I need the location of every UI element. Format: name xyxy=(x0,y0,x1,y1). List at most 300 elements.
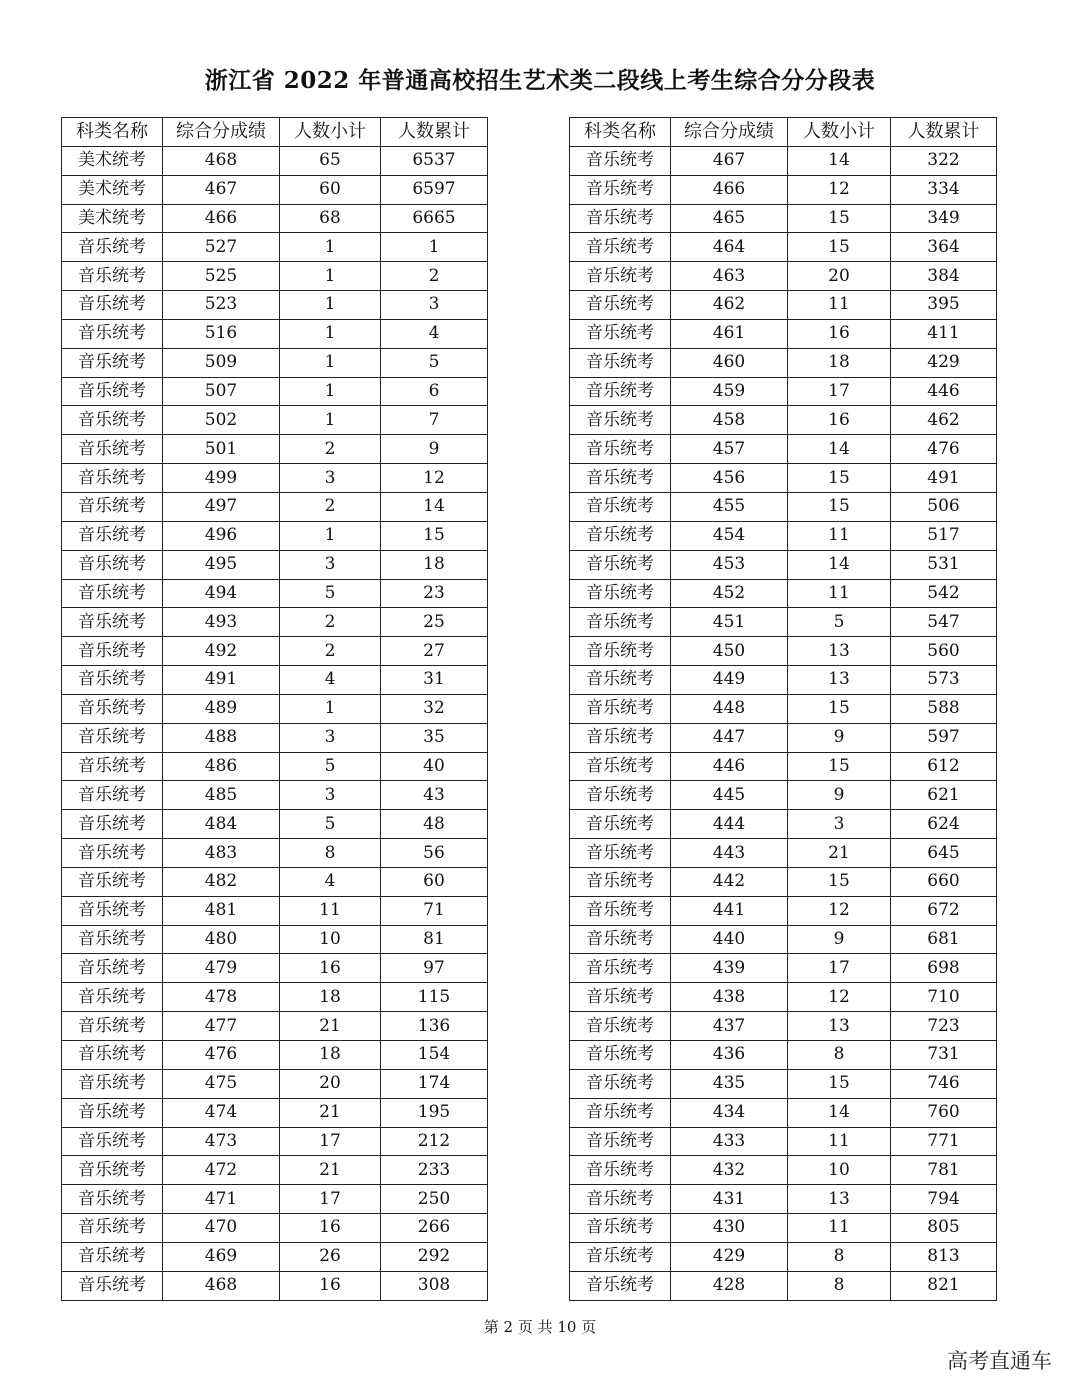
subject-cell: 音乐统考 xyxy=(62,839,163,868)
count-cell: 21 xyxy=(280,1012,381,1041)
cumulative-cell: 6 xyxy=(381,377,488,406)
score-cell: 499 xyxy=(163,464,280,493)
score-cell: 460 xyxy=(671,348,788,377)
score-cell: 479 xyxy=(163,954,280,983)
count-cell: 26 xyxy=(280,1242,381,1271)
score-cell: 483 xyxy=(163,839,280,868)
cumulative-cell: 154 xyxy=(381,1041,488,1070)
score-cell: 461 xyxy=(671,319,788,348)
count-cell: 11 xyxy=(788,1127,891,1156)
count-cell: 1 xyxy=(280,262,381,291)
subject-cell: 音乐统考 xyxy=(62,983,163,1012)
subject-cell: 音乐统考 xyxy=(570,723,671,752)
count-cell: 12 xyxy=(788,175,891,204)
cumulative-cell: 446 xyxy=(891,377,997,406)
score-cell: 527 xyxy=(163,233,280,262)
subject-cell: 音乐统考 xyxy=(62,1127,163,1156)
subject-cell: 音乐统考 xyxy=(570,291,671,320)
score-cell: 486 xyxy=(163,752,280,781)
table-row xyxy=(62,492,488,521)
score-cell: 448 xyxy=(671,694,788,723)
score-cell: 469 xyxy=(163,1242,280,1271)
count-cell: 1 xyxy=(280,291,381,320)
count-cell: 68 xyxy=(280,204,381,233)
cumulative-cell: 723 xyxy=(891,1012,997,1041)
score-cell: 467 xyxy=(671,146,788,175)
count-cell: 9 xyxy=(788,723,891,752)
subject-cell: 音乐统考 xyxy=(62,637,163,666)
cumulative-cell: 384 xyxy=(891,262,997,291)
count-cell: 16 xyxy=(280,1214,381,1243)
count-cell: 1 xyxy=(280,319,381,348)
cumulative-cell: 9 xyxy=(381,435,488,464)
table-row xyxy=(570,1156,997,1185)
score-cell: 443 xyxy=(671,839,788,868)
count-cell: 4 xyxy=(280,666,381,695)
count-cell: 1 xyxy=(280,233,381,262)
score-cell: 442 xyxy=(671,867,788,896)
page-title: 浙江省 2022 年普通高校招生艺术类二段线上考生综合分分段表 xyxy=(204,67,876,94)
cumulative-cell: 212 xyxy=(381,1127,488,1156)
cumulative-cell: 821 xyxy=(891,1271,997,1300)
table-row xyxy=(570,810,997,839)
cumulative-cell: 6665 xyxy=(381,204,488,233)
score-cell: 525 xyxy=(163,262,280,291)
score-cell: 468 xyxy=(163,146,280,175)
score-cell: 474 xyxy=(163,1098,280,1127)
count-cell: 13 xyxy=(788,666,891,695)
count-cell: 2 xyxy=(280,492,381,521)
score-cell: 480 xyxy=(163,925,280,954)
score-cell: 459 xyxy=(671,377,788,406)
column-header: 科类名称 xyxy=(570,118,671,147)
subject-cell: 音乐统考 xyxy=(570,694,671,723)
table-row xyxy=(570,1069,997,1098)
table-row xyxy=(570,492,997,521)
score-cell: 468 xyxy=(163,1271,280,1300)
count-cell: 17 xyxy=(280,1127,381,1156)
table-row xyxy=(570,175,997,204)
table-row xyxy=(62,723,488,752)
subject-cell: 音乐统考 xyxy=(570,608,671,637)
score-cell: 472 xyxy=(163,1156,280,1185)
subject-cell: 音乐统考 xyxy=(570,348,671,377)
score-cell: 516 xyxy=(163,319,280,348)
cumulative-cell: 18 xyxy=(381,550,488,579)
subject-cell: 音乐统考 xyxy=(62,1185,163,1214)
table-row xyxy=(62,839,488,868)
cumulative-cell: 4 xyxy=(381,319,488,348)
table-row xyxy=(62,406,488,435)
cumulative-cell: 334 xyxy=(891,175,997,204)
score-cell: 509 xyxy=(163,348,280,377)
column-header: 科类名称 xyxy=(62,118,163,147)
subject-cell: 音乐统考 xyxy=(62,867,163,896)
count-cell: 2 xyxy=(280,637,381,666)
table-row xyxy=(570,1185,997,1214)
table-row xyxy=(570,377,997,406)
table-row xyxy=(62,435,488,464)
cumulative-cell: 31 xyxy=(381,666,488,695)
subject-cell: 音乐统考 xyxy=(62,608,163,637)
count-cell: 10 xyxy=(280,925,381,954)
subject-cell: 音乐统考 xyxy=(570,1127,671,1156)
table-row xyxy=(62,637,488,666)
watermark: 高考直通车 xyxy=(947,1349,1052,1373)
subject-cell: 音乐统考 xyxy=(570,1214,671,1243)
table-row xyxy=(62,1156,488,1185)
count-cell: 17 xyxy=(280,1185,381,1214)
subject-cell: 音乐统考 xyxy=(570,1271,671,1300)
count-cell: 14 xyxy=(788,1098,891,1127)
score-cell: 445 xyxy=(671,781,788,810)
table-row xyxy=(570,521,997,550)
score-cell: 435 xyxy=(671,1069,788,1098)
table-row xyxy=(62,1041,488,1070)
count-cell: 21 xyxy=(280,1156,381,1185)
subject-cell: 音乐统考 xyxy=(62,666,163,695)
table-row xyxy=(62,464,488,493)
cumulative-cell: 308 xyxy=(381,1271,488,1300)
cumulative-cell: 624 xyxy=(891,810,997,839)
count-cell: 2 xyxy=(280,608,381,637)
count-cell: 2 xyxy=(280,435,381,464)
count-cell: 4 xyxy=(280,867,381,896)
score-cell: 471 xyxy=(163,1185,280,1214)
count-cell: 15 xyxy=(788,1069,891,1098)
table-row xyxy=(62,1069,488,1098)
cumulative-cell: 612 xyxy=(891,752,997,781)
cumulative-cell: 35 xyxy=(381,723,488,752)
cumulative-cell: 462 xyxy=(891,406,997,435)
score-cell: 473 xyxy=(163,1127,280,1156)
column-header: 人数小计 xyxy=(280,118,381,147)
cumulative-cell: 710 xyxy=(891,983,997,1012)
subject-cell: 音乐统考 xyxy=(570,925,671,954)
cumulative-cell: 681 xyxy=(891,925,997,954)
subject-cell: 音乐统考 xyxy=(62,810,163,839)
table-row xyxy=(570,896,997,925)
table-row xyxy=(62,896,488,925)
score-cell: 466 xyxy=(671,175,788,204)
subject-cell: 音乐统考 xyxy=(570,175,671,204)
subject-cell: 音乐统考 xyxy=(62,896,163,925)
subject-cell: 音乐统考 xyxy=(62,781,163,810)
table-row xyxy=(62,781,488,810)
cumulative-cell: 476 xyxy=(891,435,997,464)
subject-cell: 音乐统考 xyxy=(62,233,163,262)
subject-cell: 音乐统考 xyxy=(62,291,163,320)
table-row xyxy=(570,435,997,464)
count-cell: 8 xyxy=(788,1041,891,1070)
subject-cell: 音乐统考 xyxy=(62,319,163,348)
subject-cell: 音乐统考 xyxy=(62,406,163,435)
cumulative-cell: 781 xyxy=(891,1156,997,1185)
count-cell: 16 xyxy=(788,406,891,435)
cumulative-cell: 56 xyxy=(381,839,488,868)
cumulative-cell: 5 xyxy=(381,348,488,377)
table-row xyxy=(570,666,997,695)
score-cell: 428 xyxy=(671,1271,788,1300)
cumulative-cell: 81 xyxy=(381,925,488,954)
table-row xyxy=(62,175,488,204)
subject-cell: 音乐统考 xyxy=(62,723,163,752)
subject-cell: 音乐统考 xyxy=(62,262,163,291)
subject-cell: 音乐统考 xyxy=(62,377,163,406)
cumulative-cell: 813 xyxy=(891,1242,997,1271)
count-cell: 11 xyxy=(788,291,891,320)
cumulative-cell: 266 xyxy=(381,1214,488,1243)
subject-cell: 音乐统考 xyxy=(62,694,163,723)
subject-cell: 音乐统考 xyxy=(62,752,163,781)
score-cell: 497 xyxy=(163,492,280,521)
table-row xyxy=(570,723,997,752)
table-row xyxy=(570,1127,997,1156)
table-row xyxy=(570,1098,997,1127)
cumulative-cell: 2 xyxy=(381,262,488,291)
count-cell: 18 xyxy=(280,983,381,1012)
cumulative-cell: 491 xyxy=(891,464,997,493)
table-row xyxy=(570,550,997,579)
score-cell: 485 xyxy=(163,781,280,810)
score-cell: 439 xyxy=(671,954,788,983)
table-row xyxy=(570,233,997,262)
subject-cell: 音乐统考 xyxy=(570,1185,671,1214)
score-cell: 454 xyxy=(671,521,788,550)
count-cell: 1 xyxy=(280,406,381,435)
table-row xyxy=(570,1271,997,1300)
subject-cell: 音乐统考 xyxy=(570,1069,671,1098)
table-row xyxy=(62,1012,488,1041)
count-cell: 8 xyxy=(788,1271,891,1300)
count-cell: 8 xyxy=(280,839,381,868)
count-cell: 15 xyxy=(788,464,891,493)
table-row xyxy=(570,406,997,435)
count-cell: 11 xyxy=(280,896,381,925)
table-row xyxy=(62,666,488,695)
count-cell: 13 xyxy=(788,1185,891,1214)
subject-cell: 音乐统考 xyxy=(570,262,671,291)
table-row xyxy=(62,1185,488,1214)
cumulative-cell: 573 xyxy=(891,666,997,695)
cumulative-cell: 1 xyxy=(381,233,488,262)
score-cell: 432 xyxy=(671,1156,788,1185)
cumulative-cell: 233 xyxy=(381,1156,488,1185)
table-row xyxy=(570,204,997,233)
count-cell: 15 xyxy=(788,867,891,896)
subject-cell: 音乐统考 xyxy=(570,521,671,550)
table-row xyxy=(62,291,488,320)
count-cell: 5 xyxy=(788,608,891,637)
cumulative-cell: 349 xyxy=(891,204,997,233)
score-cell: 457 xyxy=(671,435,788,464)
cumulative-cell: 3 xyxy=(381,291,488,320)
subject-cell: 美术统考 xyxy=(62,175,163,204)
score-cell: 467 xyxy=(163,175,280,204)
count-cell: 5 xyxy=(280,810,381,839)
table-row xyxy=(62,608,488,637)
count-cell: 15 xyxy=(788,752,891,781)
table-row xyxy=(570,1041,997,1070)
score-cell: 447 xyxy=(671,723,788,752)
score-cell: 438 xyxy=(671,983,788,1012)
score-cell: 466 xyxy=(163,204,280,233)
count-cell: 18 xyxy=(788,348,891,377)
table-row xyxy=(570,1242,997,1271)
subject-cell: 音乐统考 xyxy=(62,492,163,521)
subject-cell: 音乐统考 xyxy=(570,435,671,464)
count-cell: 14 xyxy=(788,146,891,175)
cumulative-cell: 6597 xyxy=(381,175,488,204)
score-cell: 507 xyxy=(163,377,280,406)
count-cell: 11 xyxy=(788,579,891,608)
count-cell: 10 xyxy=(788,1156,891,1185)
count-cell: 3 xyxy=(280,723,381,752)
score-cell: 444 xyxy=(671,810,788,839)
table-row xyxy=(62,550,488,579)
count-cell: 11 xyxy=(788,521,891,550)
cumulative-cell: 174 xyxy=(381,1069,488,1098)
page-number: 第 2 页 共 10 页 xyxy=(483,1318,597,1336)
count-cell: 3 xyxy=(280,781,381,810)
subject-cell: 音乐统考 xyxy=(62,435,163,464)
subject-cell: 音乐统考 xyxy=(62,1069,163,1098)
score-cell: 441 xyxy=(671,896,788,925)
score-cell: 437 xyxy=(671,1012,788,1041)
score-cell: 481 xyxy=(163,896,280,925)
count-cell: 9 xyxy=(788,925,891,954)
cumulative-cell: 645 xyxy=(891,839,997,868)
count-cell: 16 xyxy=(280,954,381,983)
cumulative-cell: 698 xyxy=(891,954,997,983)
subject-cell: 音乐统考 xyxy=(570,810,671,839)
score-cell: 455 xyxy=(671,492,788,521)
count-cell: 5 xyxy=(280,752,381,781)
score-cell: 502 xyxy=(163,406,280,435)
score-cell: 465 xyxy=(671,204,788,233)
table-row xyxy=(570,983,997,1012)
score-cell: 431 xyxy=(671,1185,788,1214)
cumulative-cell: 195 xyxy=(381,1098,488,1127)
count-cell: 14 xyxy=(788,550,891,579)
score-cell: 456 xyxy=(671,464,788,493)
score-cell: 453 xyxy=(671,550,788,579)
table-row xyxy=(62,983,488,1012)
subject-cell: 音乐统考 xyxy=(570,579,671,608)
score-cell: 449 xyxy=(671,666,788,695)
table-row xyxy=(62,146,488,175)
cumulative-cell: 771 xyxy=(891,1127,997,1156)
subject-cell: 音乐统考 xyxy=(570,781,671,810)
score-cell: 429 xyxy=(671,1242,788,1271)
table-row xyxy=(570,146,997,175)
score-cell: 496 xyxy=(163,521,280,550)
count-cell: 8 xyxy=(788,1242,891,1271)
score-cell: 436 xyxy=(671,1041,788,1070)
cumulative-cell: 292 xyxy=(381,1242,488,1271)
cumulative-cell: 411 xyxy=(891,319,997,348)
count-cell: 18 xyxy=(280,1041,381,1070)
count-cell: 1 xyxy=(280,521,381,550)
subject-cell: 音乐统考 xyxy=(570,550,671,579)
table-row xyxy=(570,608,997,637)
table-row xyxy=(62,694,488,723)
subject-cell: 音乐统考 xyxy=(570,146,671,175)
cumulative-cell: 547 xyxy=(891,608,997,637)
count-cell: 15 xyxy=(788,204,891,233)
table-row xyxy=(570,752,997,781)
subject-cell: 音乐统考 xyxy=(570,1242,671,1271)
score-cell: 492 xyxy=(163,637,280,666)
count-cell: 16 xyxy=(280,1271,381,1300)
table-row xyxy=(570,839,997,868)
table-row xyxy=(62,752,488,781)
score-cell: 523 xyxy=(163,291,280,320)
score-cell: 476 xyxy=(163,1041,280,1070)
subject-cell: 音乐统考 xyxy=(62,1041,163,1070)
table-header-row xyxy=(62,118,488,147)
table-row xyxy=(62,1214,488,1243)
table-row xyxy=(570,348,997,377)
count-cell: 3 xyxy=(280,464,381,493)
subject-cell: 音乐统考 xyxy=(62,1098,163,1127)
count-cell: 1 xyxy=(280,348,381,377)
subject-cell: 音乐统考 xyxy=(62,1214,163,1243)
count-cell: 65 xyxy=(280,146,381,175)
table-row xyxy=(62,579,488,608)
count-cell: 14 xyxy=(788,435,891,464)
cumulative-cell: 794 xyxy=(891,1185,997,1214)
count-cell: 15 xyxy=(788,233,891,262)
score-cell: 451 xyxy=(671,608,788,637)
cumulative-cell: 7 xyxy=(381,406,488,435)
count-cell: 13 xyxy=(788,637,891,666)
cumulative-cell: 746 xyxy=(891,1069,997,1098)
subject-cell: 音乐统考 xyxy=(570,752,671,781)
cumulative-cell: 395 xyxy=(891,291,997,320)
table-row xyxy=(62,954,488,983)
subject-cell: 美术统考 xyxy=(62,146,163,175)
cumulative-cell: 760 xyxy=(891,1098,997,1127)
cumulative-cell: 560 xyxy=(891,637,997,666)
cumulative-cell: 250 xyxy=(381,1185,488,1214)
score-cell: 430 xyxy=(671,1214,788,1243)
table-row xyxy=(570,262,997,291)
subject-cell: 音乐统考 xyxy=(570,492,671,521)
score-cell: 493 xyxy=(163,608,280,637)
subject-cell: 音乐统考 xyxy=(570,666,671,695)
subject-cell: 音乐统考 xyxy=(570,954,671,983)
cumulative-cell: 60 xyxy=(381,867,488,896)
count-cell: 11 xyxy=(788,1214,891,1243)
score-cell: 477 xyxy=(163,1012,280,1041)
score-cell: 482 xyxy=(163,867,280,896)
subject-cell: 音乐统考 xyxy=(570,1012,671,1041)
count-cell: 1 xyxy=(280,377,381,406)
score-cell: 440 xyxy=(671,925,788,954)
cumulative-cell: 621 xyxy=(891,781,997,810)
subject-cell: 音乐统考 xyxy=(62,521,163,550)
score-cell: 489 xyxy=(163,694,280,723)
cumulative-cell: 71 xyxy=(381,896,488,925)
table-row xyxy=(570,464,997,493)
column-header: 综合分成绩 xyxy=(671,118,788,147)
subject-cell: 音乐统考 xyxy=(62,348,163,377)
score-table-right xyxy=(569,117,997,1301)
table-header-row xyxy=(570,118,997,147)
table-row xyxy=(62,810,488,839)
table-row xyxy=(62,348,488,377)
